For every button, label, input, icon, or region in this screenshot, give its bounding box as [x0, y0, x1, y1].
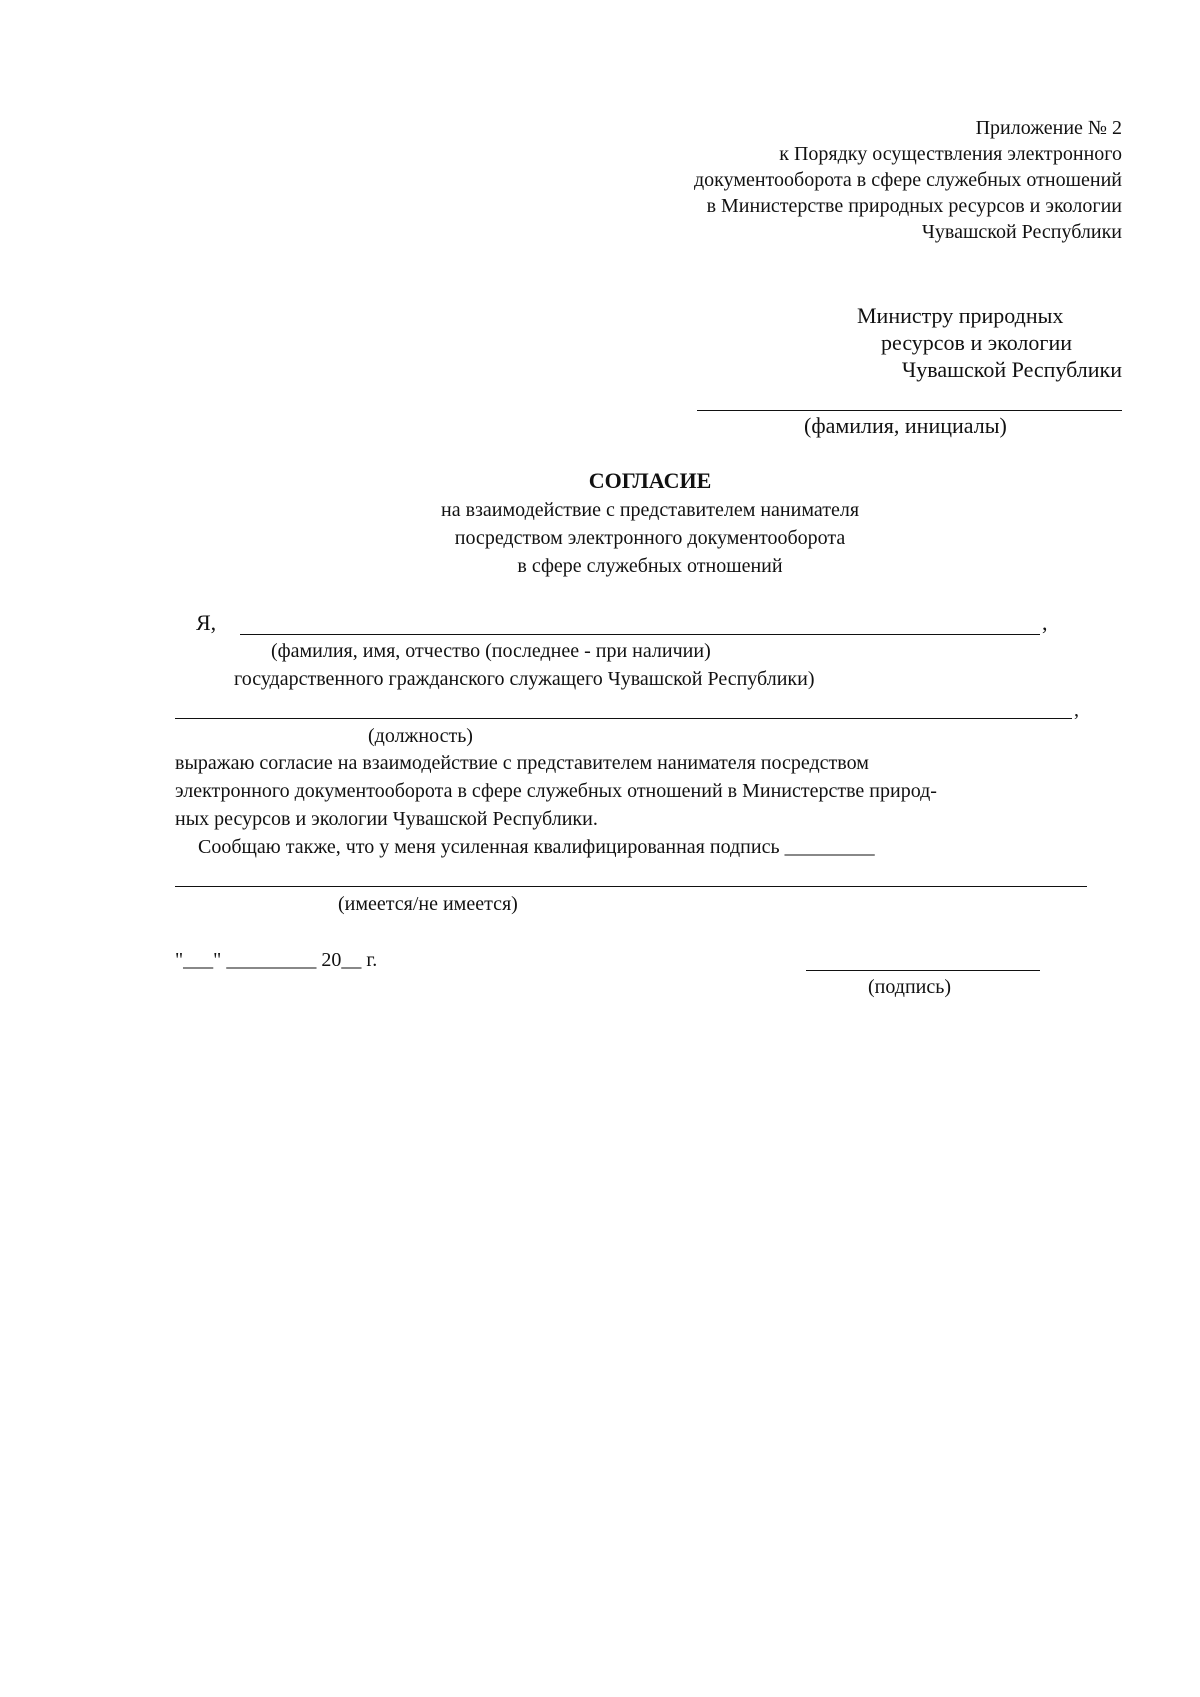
appendix-line-1: Приложение № 2 — [975, 117, 1122, 139]
appendix-line-2: к Порядку осуществления электронного — [779, 143, 1122, 165]
appendix-line-4: в Министерстве природных ресурсов и экологии — [706, 195, 1122, 217]
person-name-line — [240, 634, 1040, 635]
addressee-line-3: Чувашской Республики — [901, 357, 1122, 382]
signature-line — [806, 970, 1040, 971]
document-title: СОГЛАСИЕ — [588, 468, 712, 493]
person-suffix: , — [1042, 610, 1048, 635]
position-line — [175, 718, 1072, 719]
addressee-line-1: Министру природных — [857, 303, 1064, 328]
person-caption-2: государственного гражданского служащего Чувашской Республики) — [234, 668, 815, 690]
body-line-2: электронного документооборота в сфере служебных отношений в Министерстве природ- — [175, 780, 937, 802]
appendix-line-3: документооборота в сфере служебных отношений — [693, 169, 1122, 191]
document-subtitle-2: посредством электронного документооборота — [454, 527, 846, 549]
person-caption-1: (фамилия, имя, отчество (последнее - при наличии) — [271, 640, 711, 662]
signature-status-caption: (имеется/не имеется) — [338, 893, 518, 915]
position-suffix: , — [1074, 699, 1079, 721]
document-subtitle-3: в сфере служебных отношений — [517, 555, 783, 577]
addressee-line-2: ресурсов и экологии — [881, 330, 1072, 355]
signature-status-line — [175, 886, 1087, 887]
date-field: "___" _________ 20__ г. — [175, 949, 378, 971]
body-line-3: ных ресурсов и экологии Чувашской Республики. — [175, 808, 598, 830]
body-line-4: Сообщаю также, что у меня усиленная квалифицированная подпись _________ — [198, 836, 875, 858]
appendix-line-5: Чувашской Республики — [921, 221, 1122, 243]
addressee-caption: (фамилия, инициалы) — [804, 413, 1007, 438]
addressee-name-line — [697, 410, 1122, 411]
document-subtitle-1: на взаимодействие с представителем нанимателя — [440, 499, 860, 521]
signature-caption: (подпись) — [868, 976, 952, 998]
position-caption: (должность) — [368, 725, 473, 747]
person-prefix: Я, — [196, 610, 217, 635]
body-line-1: выражаю согласие на взаимодействие с представителем нанимателя посредством — [175, 752, 869, 774]
